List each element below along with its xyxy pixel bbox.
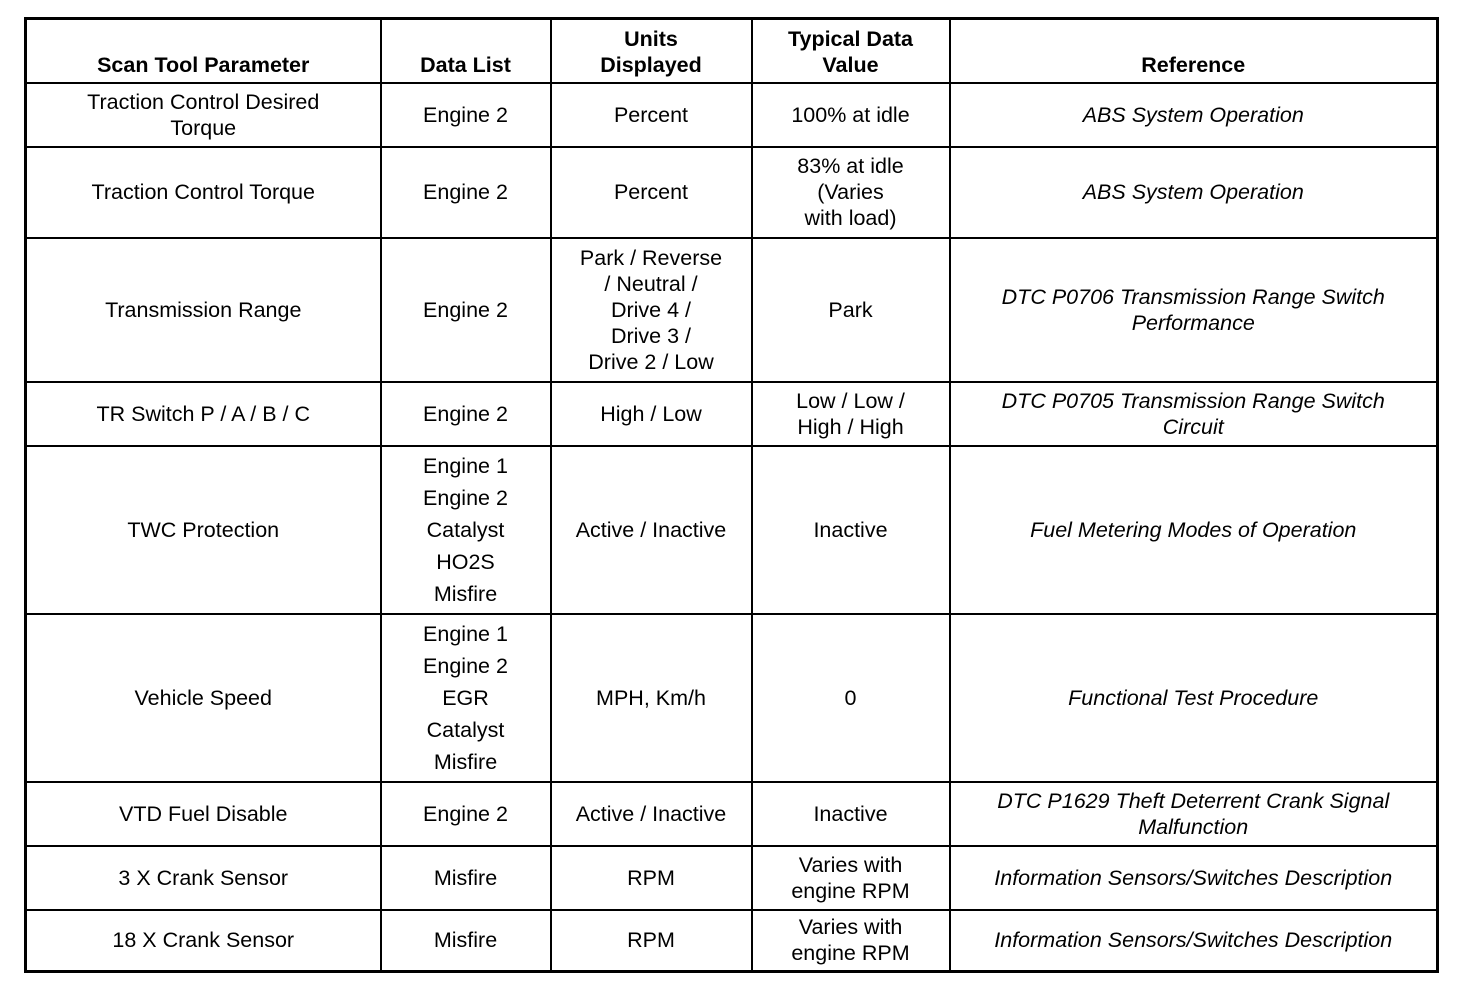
cell-line: Engine 2 — [423, 485, 508, 510]
cell-data-list — [381, 382, 551, 446]
cell-line: Engine 2 — [423, 801, 508, 826]
header-units: Units Displayed — [551, 19, 752, 83]
cell-line: Inactive — [813, 517, 888, 542]
header-data-list: Data List — [381, 19, 551, 83]
cell-line: 18 X Crank Sensor — [112, 928, 295, 953]
cell-line: HO2S — [436, 549, 495, 574]
table-row — [26, 614, 1438, 782]
cell-line: Misfire — [433, 928, 498, 953]
cell-line: Torque — [170, 115, 237, 140]
cell-line: Active / Inactive — [575, 801, 727, 826]
cell-data-list — [381, 83, 551, 147]
cell-line: Inactive — [813, 801, 888, 826]
header-row — [26, 19, 1438, 83]
cell-line: Malfunction — [1138, 814, 1249, 839]
cell-line: Catalyst — [426, 717, 505, 742]
cell-line: 83% at idle — [797, 154, 904, 178]
cell-line: engine RPM — [791, 941, 910, 966]
cell-line: MPH, Km/h — [596, 685, 706, 710]
cell-parameter — [26, 83, 381, 147]
cell-line: TWC Protection — [127, 517, 280, 542]
cell-parameter — [26, 614, 381, 782]
cell-line: Traction Control Torque — [91, 180, 315, 204]
cell-typical-value — [752, 846, 950, 910]
cell-line: Percent — [613, 180, 689, 204]
cell-units — [551, 83, 752, 147]
cell-line: Vehicle Speed — [134, 685, 272, 710]
cell-reference — [950, 846, 1438, 910]
table-row — [26, 147, 1438, 238]
cell-typical-value — [752, 238, 950, 382]
cell-line: Engine 1 — [423, 453, 508, 478]
cell-units — [551, 782, 752, 846]
cell-typical-value — [752, 614, 950, 782]
cell-reference — [950, 910, 1438, 972]
cell-line: 100% at idle — [791, 102, 910, 127]
cell-line: Transmission Range — [105, 297, 302, 322]
cell-line: EGR — [442, 685, 489, 710]
cell-data-list — [381, 910, 551, 972]
cell-line: RPM — [627, 865, 675, 890]
cell-line: Performance — [1131, 310, 1255, 335]
cell-line: Park / Reverse — [579, 245, 723, 270]
cell-reference — [950, 382, 1438, 446]
cell-line: Misfire — [433, 865, 498, 890]
header-typical-value: Typical Data Value — [752, 19, 950, 83]
cell-line: High / Low — [600, 401, 702, 426]
cell-line: (Varies — [817, 180, 884, 204]
cell-line: Drive 3 / — [610, 323, 692, 348]
cell-units — [551, 238, 752, 382]
cell-parameter — [26, 147, 381, 238]
cell-line: Drive 2 / Low — [588, 349, 714, 374]
cell-line: with load) — [804, 206, 897, 230]
cell-line: High / High — [797, 414, 904, 439]
cell-line: Drive 4 / — [610, 297, 692, 322]
cell-line: Misfire — [433, 581, 498, 606]
cell-units — [551, 910, 752, 972]
table-row — [26, 446, 1438, 614]
table-row — [26, 238, 1438, 382]
cell-line: Catalyst — [426, 517, 505, 542]
cell-data-list — [381, 782, 551, 846]
cell-line: / Neutral / — [604, 271, 698, 296]
cell-data-list — [381, 238, 551, 382]
cell-line: Engine 1 — [423, 621, 508, 646]
table-row — [26, 83, 1438, 147]
table-row — [26, 846, 1438, 910]
cell-line: TR Switch P / A / B / C — [96, 401, 310, 426]
cell-reference — [950, 614, 1438, 782]
cell-line: Active / Inactive — [575, 517, 727, 542]
cell-units — [551, 614, 752, 782]
cell-line: Park — [828, 297, 873, 322]
cell-units — [551, 147, 752, 238]
cell-units — [551, 382, 752, 446]
table-row — [26, 782, 1438, 846]
cell-line: Circuit — [1162, 414, 1224, 439]
cell-line: Engine 2 — [423, 401, 508, 426]
cell-line: 3 X Crank Sensor — [118, 865, 289, 890]
cell-line: Misfire — [433, 749, 498, 774]
cell-line: Varies with — [798, 852, 903, 877]
cell-line: engine RPM — [791, 878, 910, 903]
cell-line: ABS System Operation — [1082, 180, 1304, 204]
cell-reference — [950, 238, 1438, 382]
cell-line: Traction Control Desired — [87, 89, 320, 114]
cell-line: 0 — [844, 685, 857, 710]
cell-line: Engine 2 — [423, 297, 508, 322]
cell-parameter — [26, 782, 381, 846]
cell-parameter — [26, 382, 381, 446]
cell-typical-value — [752, 782, 950, 846]
cell-reference — [950, 83, 1438, 147]
cell-line: Percent — [613, 102, 689, 127]
cell-line: Engine 2 — [423, 180, 508, 204]
cell-line: Low / Low / — [796, 388, 905, 413]
table-body — [26, 83, 1438, 972]
cell-data-list — [381, 446, 551, 614]
cell-typical-value — [752, 910, 950, 972]
cell-line: ABS System Operation — [1082, 102, 1304, 127]
cell-reference — [950, 147, 1438, 238]
cell-line: DTC P1629 Theft Deterrent Crank Signal — [997, 788, 1390, 813]
cell-data-list — [381, 846, 551, 910]
cell-line: DTC P0706 Transmission Range Switch — [1001, 284, 1385, 309]
cell-line: Engine 2 — [423, 102, 508, 127]
header-reference: Reference — [950, 19, 1438, 83]
cell-line: Information Sensors/Switches Description — [994, 865, 1393, 890]
cell-line: Engine 2 — [423, 653, 508, 678]
cell-typical-value — [752, 446, 950, 614]
cell-parameter — [26, 910, 381, 972]
cell-line: VTD Fuel Disable — [119, 801, 288, 826]
scan-tool-parameter-table — [24, 17, 1439, 973]
cell-parameter — [26, 238, 381, 382]
header-parameter: Scan Tool Parameter — [26, 19, 381, 83]
cell-data-list — [381, 147, 551, 238]
cell-typical-value — [752, 382, 950, 446]
table-row — [26, 910, 1438, 972]
cell-line: RPM — [627, 928, 675, 953]
cell-typical-value — [752, 83, 950, 147]
cell-units — [551, 446, 752, 614]
cell-typical-value — [752, 147, 950, 238]
cell-reference — [950, 446, 1438, 614]
cell-units — [551, 846, 752, 910]
cell-parameter — [26, 846, 381, 910]
table-row — [26, 382, 1438, 446]
cell-line: Varies with — [798, 915, 903, 940]
cell-data-list — [381, 614, 551, 782]
cell-line: Functional Test Procedure — [1068, 685, 1319, 710]
cell-line: DTC P0705 Transmission Range Switch — [1001, 388, 1385, 413]
cell-line: Information Sensors/Switches Description — [994, 928, 1393, 953]
cell-line: Fuel Metering Modes of Operation — [1030, 517, 1357, 542]
cell-reference — [950, 782, 1438, 846]
cell-parameter — [26, 446, 381, 614]
